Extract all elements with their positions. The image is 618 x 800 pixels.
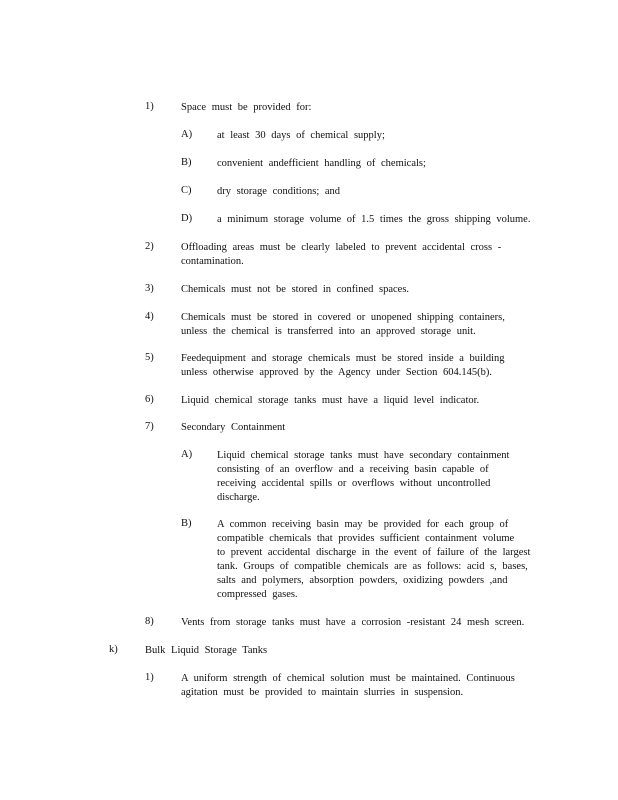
item-1B-marker: B) — [181, 157, 192, 168]
item-8-marker: 8) — [145, 616, 154, 627]
item-7B-marker: B) — [181, 518, 192, 529]
item-7A-line: Liquid chemical storage tanks must have secondary containment — [217, 450, 510, 461]
item-4-line: unless the chemical is transferred into an approved storage unit. — [181, 326, 476, 337]
item-3-marker: 3) — [145, 283, 154, 294]
section-k-item-1-line: agitation must be provided to maintain slurries in suspension. — [181, 687, 464, 698]
item-2-line: contamination. — [181, 256, 244, 267]
item-5-line: Feedequipment and storage chemicals must be stored inside a building — [181, 353, 505, 364]
item-1A-marker: A) — [181, 129, 193, 140]
item-7B-line: tank. Groups of compatible chemicals are as follows: acid s, bases, — [217, 561, 528, 572]
section-k-marker: k) — [109, 644, 118, 655]
item-7B-line: compatible chemicals that provides sufficient containment volume — [217, 533, 515, 544]
item-7B-line: A common receiving basin may be provided for each group of — [217, 519, 509, 530]
item-5-line: unless otherwise approved by the Agency under Section 604.145(b). — [181, 367, 492, 378]
item-7A-marker: A) — [181, 449, 193, 460]
item-4-marker: 4) — [145, 311, 154, 322]
item-2-line: Offloading areas must be clearly labeled to prevent accidental cross - — [181, 242, 502, 253]
section-k-title: Bulk Liquid Storage Tanks — [145, 645, 268, 656]
item-7A-text — [217, 449, 509, 505]
item-5-marker: 5) — [145, 352, 154, 363]
section-k-item-1-marker: 1) — [145, 672, 154, 683]
item-7A-line: receiving accidental spills or overflows without uncontrolled — [217, 478, 491, 489]
item-1-text: Space must be provided for: — [181, 102, 312, 113]
item-7B-line: salts and polymers, absorption powders, oxidizing powders ,and — [217, 575, 508, 586]
section-k-item-1-text — [181, 672, 515, 700]
item-1D-text: a minimum storage volume of 1.5 times the gross shipping volume. — [217, 214, 531, 225]
item-7A-line: discharge. — [217, 492, 260, 503]
item-6-marker: 6) — [145, 394, 154, 405]
item-1B-text: convenient andefficient handling of chemicals; — [217, 158, 426, 169]
item-1-marker: 1) — [145, 101, 154, 112]
item-6-text: Liquid chemical storage tanks must have a liquid level indicator. — [181, 395, 480, 406]
item-7-marker: 7) — [145, 421, 154, 432]
item-1C-text: dry storage conditions; and — [217, 186, 341, 197]
item-1C-marker: C) — [181, 185, 192, 196]
item-2-text — [181, 241, 501, 269]
item-3-text: Chemicals must not be stored in confined spaces. — [181, 284, 410, 295]
item-5-text — [181, 352, 505, 380]
item-7B-text — [217, 518, 530, 602]
item-7B-line: to prevent accidental discharge in the event of failure of the largest — [217, 547, 531, 558]
item-4-line: Chemicals must be stored in covered or unopened shipping containers, — [181, 312, 505, 323]
item-2-marker: 2) — [145, 241, 154, 252]
item-8-text: Vents from storage tanks must have a corrosion -resistant 24 mesh screen. — [181, 617, 525, 628]
item-7A-line: consisting of an overflow and a receiving basin capable of — [217, 464, 489, 475]
item-7B-line: compressed gases. — [217, 589, 298, 600]
item-1D-marker: D) — [181, 213, 193, 224]
item-7-heading: Secondary Containment — [181, 422, 286, 433]
item-4-text — [181, 311, 505, 339]
section-k-item-1-line: A uniform strength of chemical solution must be maintained. Continuous — [181, 673, 515, 684]
item-1A-text: at least 30 days of chemical supply; — [217, 130, 385, 141]
